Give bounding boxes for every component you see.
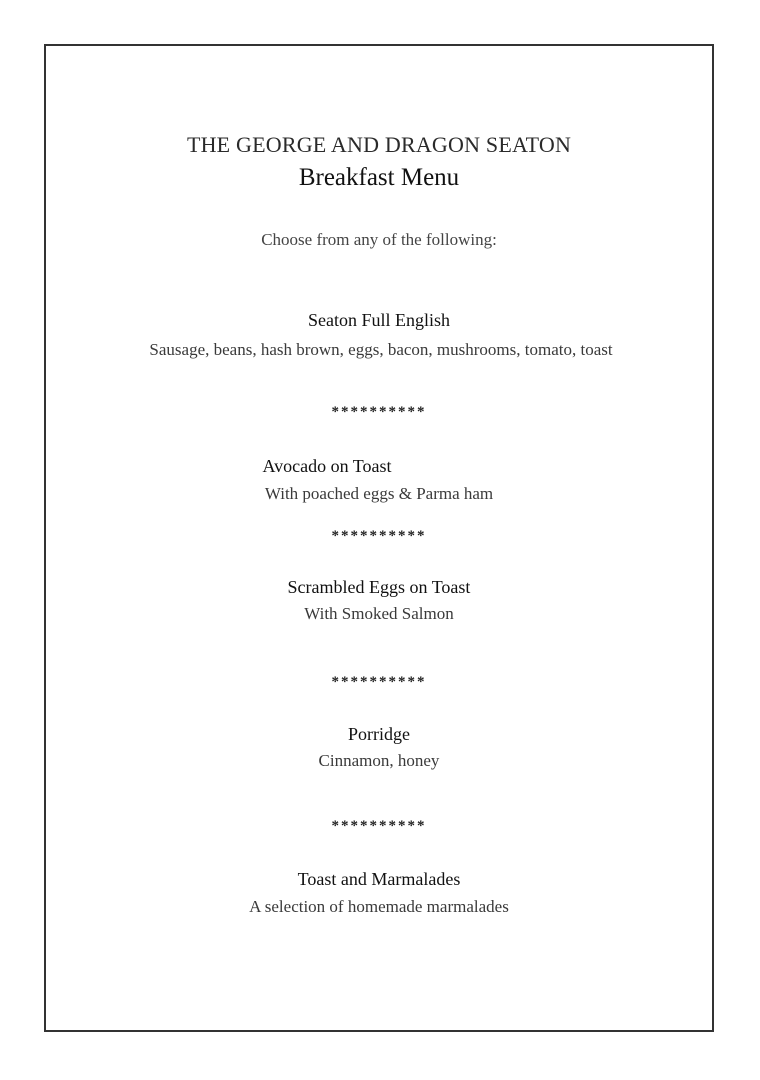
menu-page	[44, 44, 714, 1032]
menu-title: Breakfast Menu	[298, 164, 460, 191]
menu-item-name: Scrambled Eggs on Toast	[287, 577, 471, 597]
menu-item-description: A selection of homemade marmalades	[249, 897, 509, 916]
menu-item-description: With poached eggs & Parma ham	[264, 484, 494, 503]
menu-item-description: With Smoked Salmon	[304, 604, 454, 623]
menu-item-name: Seaton Full English	[307, 310, 450, 330]
section-divider: **********	[331, 674, 427, 690]
menu-item-description: Sausage, beans, hash brown, eggs, bacon, mushrooms, tomato, toast	[149, 340, 613, 359]
menu-item-name: Porridge	[348, 724, 410, 744]
menu-item-description: Cinnamon, honey	[318, 751, 440, 770]
menu-intro: Choose from any of the following:	[261, 230, 497, 249]
section-divider: **********	[331, 404, 427, 420]
section-divider: **********	[331, 818, 427, 834]
menu-item-name: Avocado on Toast	[262, 456, 392, 476]
menu-item-name: Toast and Marmalades	[297, 869, 461, 889]
section-divider: **********	[331, 528, 427, 544]
venue-name: THE GEORGE AND DRAGON SEATON	[186, 132, 572, 157]
